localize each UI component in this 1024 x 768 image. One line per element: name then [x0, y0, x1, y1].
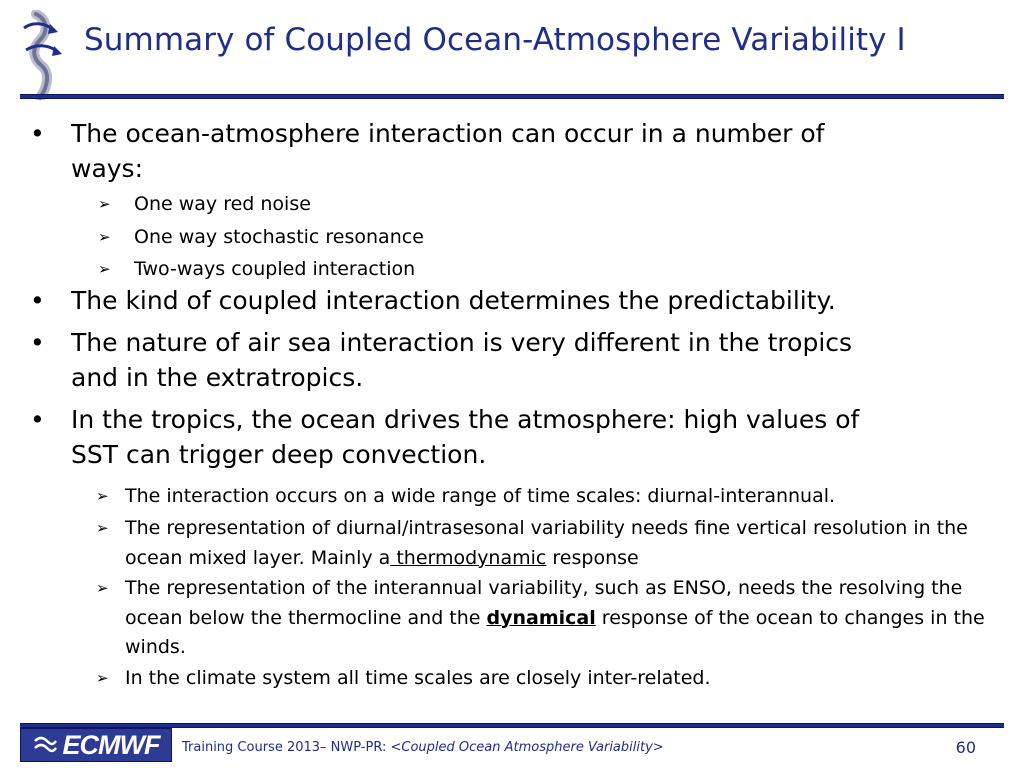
- sub-bullet-diurnal-representation: [96, 514, 996, 574]
- page-number: 60: [955, 738, 976, 757]
- bullet-dot: •: [30, 286, 45, 315]
- ecmwf-wave-icon: [33, 735, 57, 755]
- slide-title: Summary of Coupled Ocean-Atmosphere Variability I: [84, 22, 906, 58]
- sub-bullet-text: The interaction occurs on a wide range of time scales: diurnal-interannual.: [125, 485, 836, 507]
- bullet-text: In the tropics, the ocean drives the atmosphere: high values of: [71, 405, 860, 434]
- sub-bullet-time-scales: [96, 482, 996, 512]
- sub-bullet-text: Two-ways coupled interaction: [134, 258, 416, 280]
- arrow-bullet-icon: ➢: [98, 260, 111, 278]
- sub-bullet-time-scales-related: [96, 664, 996, 694]
- bullet-text: The kind of coupled interaction determines the predictability.: [71, 286, 836, 315]
- arrow-bullet-icon: ➢: [96, 487, 109, 505]
- sub-bullet-text: In the climate system all time scales are closely inter-related.: [125, 667, 711, 689]
- arrow-bullet-icon: ➢: [96, 669, 109, 687]
- bullet-dot: •: [30, 328, 45, 357]
- thermodynamic-term: thermodynamic: [390, 546, 547, 569]
- ecmwf-logo: [20, 728, 172, 762]
- bullet-dot: •: [30, 405, 45, 434]
- title-divider: [20, 94, 1004, 99]
- footer-course-suffix: >: [652, 740, 664, 755]
- footer-course-italic: Coupled Ocean Atmosphere Variability: [401, 740, 653, 755]
- bullet-text-cont: and in the extratropics.: [71, 363, 364, 392]
- bullet-text-cont: SST can trigger deep convection.: [71, 440, 487, 469]
- bullet-text-cont: ways:: [71, 154, 144, 183]
- ecmwf-logo-text: ECMWF: [62, 729, 160, 760]
- sub-bullet-interannual-representation: [96, 574, 996, 664]
- sub-bullet-text-part: The representation of diurnal/intrasesonal variability needs fine vertical resolution in the ocean mixed layer. Mainly a: [125, 517, 968, 569]
- sub-bullet-text: [125, 514, 975, 573]
- bullet-text: The nature of air sea interaction is very different in the tropics: [71, 328, 853, 357]
- arrow-bullet-icon: ➢: [98, 228, 111, 246]
- arrow-bullet-icon: ➢: [96, 579, 109, 597]
- ecmwf-swirl-logo-icon: [14, 10, 70, 100]
- sub-bullet-text-part: The representation of the interannual variability, such as ENSO, needs the resolving the ocean below the thermocline and the: [125, 577, 963, 629]
- dynamical-term: dynamical: [486, 606, 596, 629]
- footer-course-prefix: Training Course 2013– NWP-PR: <: [182, 740, 402, 755]
- sub-bullet-text: One way stochastic resonance: [134, 226, 424, 248]
- arrow-bullet-icon: ➢: [96, 519, 109, 537]
- sub-bullet-text: [125, 574, 995, 663]
- sub-bullet-text-part: response: [546, 546, 639, 569]
- arrow-bullet-icon: ➢: [98, 195, 111, 213]
- footer-course-text: [182, 740, 664, 755]
- sub-bullet-text-part: response of the ocean to changes in the winds.: [125, 606, 985, 658]
- bullet-dot: •: [30, 119, 45, 148]
- bullet-text: The ocean-atmosphere interaction can occur in a number of: [71, 119, 825, 148]
- sub-bullet-text: One way red noise: [134, 193, 311, 215]
